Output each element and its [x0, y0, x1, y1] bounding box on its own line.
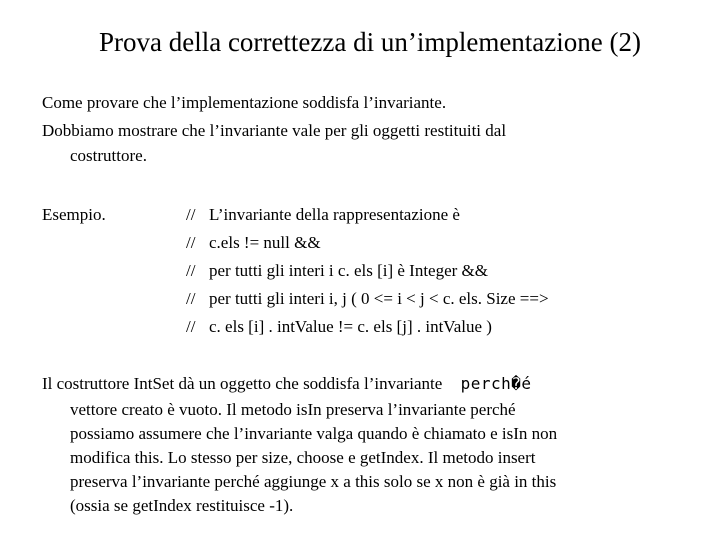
- comment-marker: //: [186, 205, 196, 224]
- conclusion-line-5: preserva l’invariante perché aggiunge x a this solo se x non è già in this: [70, 472, 557, 491]
- example-line-2: c.els != null &&: [209, 233, 321, 252]
- conclusion-line-2: vettore creato è vuoto. Il metodo isIn preserva l’invariante perché: [70, 400, 516, 419]
- example-line-1: L’invariante della rappresentazione è: [209, 205, 460, 224]
- example-line-3: per tutti gli interi i c. els [i] è Integer &&: [209, 261, 488, 280]
- conclusion-line-1-text: Il costruttore IntSet dà un oggetto che soddisfa l’invariante: [42, 374, 443, 393]
- intro-line-2: Dobbiamo mostrare che l’invariante vale per gli oggetti restituiti dal: [42, 121, 507, 140]
- example-line-5: c. els [i] . intValue != c. els [j] . intValue ): [209, 317, 492, 336]
- intro-line-3: costruttore.: [70, 146, 147, 165]
- example-label: Esempio.: [42, 205, 106, 224]
- slide-title: Prova della correttezza di un’implementazione (2): [98, 27, 641, 57]
- comment-marker: //: [186, 317, 196, 336]
- conclusion-line-3: possiamo assumere che l’invariante valga quando è chiamato e isIn non: [70, 424, 558, 443]
- comment-marker: //: [186, 261, 196, 280]
- conclusion-line-1: [42, 372, 532, 395]
- conclusion-line-4: modifica this. Lo stesso per size, choose e getIndex. Il metodo insert: [70, 448, 536, 467]
- comment-marker: //: [186, 289, 196, 308]
- conclusion-line-6: (ossia se getIndex restituisce -1).: [70, 496, 294, 515]
- intro-line-1: Come provare che l’implementazione soddisfa l’invariante.: [42, 93, 447, 112]
- example-line-4: per tutti gli interi i, j ( 0 <= i < j < c. els. Size ==>: [209, 289, 549, 308]
- comment-marker: //: [186, 233, 196, 252]
- garbled-word: perch�é: [460, 374, 532, 393]
